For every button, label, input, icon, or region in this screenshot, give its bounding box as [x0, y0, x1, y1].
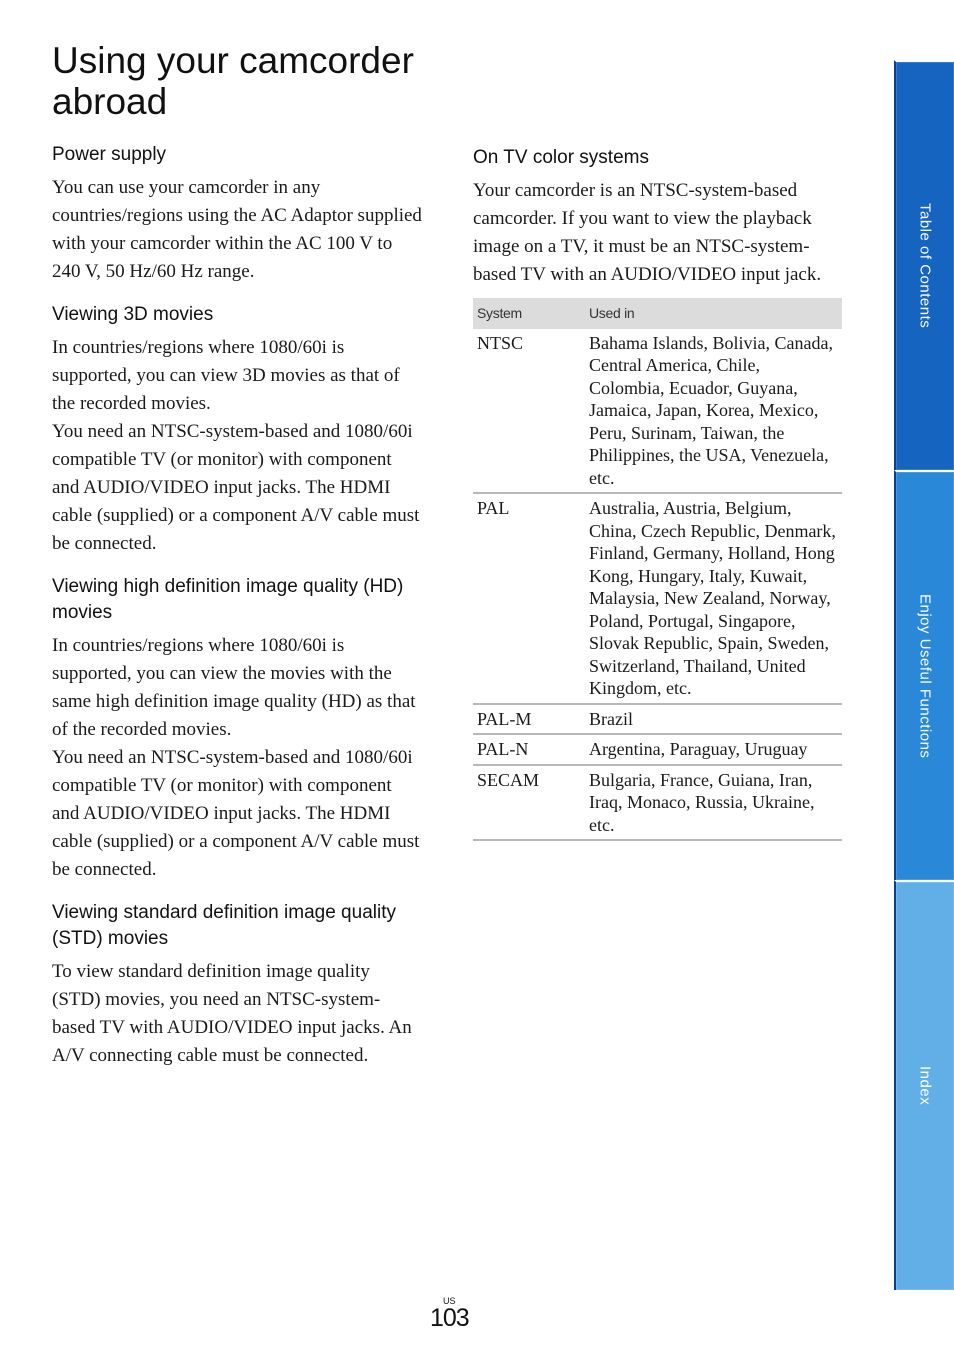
- column-header-used-in: Used in: [585, 298, 842, 329]
- system-cell: NTSC: [473, 329, 585, 494]
- section-heading: Viewing standard definition image quality (STD) movies: [52, 902, 396, 949]
- tab-index[interactable]: [894, 880, 954, 1290]
- section-power-supply: [52, 142, 422, 286]
- page-title: Using your camcorder abroad: [52, 40, 414, 122]
- page-number-value: 103: [430, 1304, 469, 1332]
- tab-table-of-contents[interactable]: [894, 60, 954, 470]
- left-column: [52, 142, 422, 1086]
- section-viewing-3d: [52, 302, 422, 558]
- table-row: [473, 765, 842, 841]
- section-viewing-std: [52, 900, 422, 1070]
- tv-systems-table: [473, 298, 842, 841]
- section-heading: Viewing 3D movies: [52, 304, 214, 325]
- table-row: [473, 704, 842, 735]
- section-paragraph: You need an NTSC-system-based and 1080/60i compatible TV (or monitor) with component and AUDIO/VIDEO input jacks. The HDMI cable (supplied) or a component A/V cable must be connected.: [52, 747, 420, 880]
- tab-enjoy-useful-functions[interactable]: [894, 470, 954, 880]
- tab-label: Table of Contents: [916, 203, 934, 329]
- column-header-system: System: [473, 298, 585, 329]
- section-viewing-hd: [52, 574, 422, 884]
- system-cell: PAL-N: [473, 734, 585, 765]
- system-cell: PAL-M: [473, 704, 585, 735]
- tab-label: Enjoy Useful Functions: [916, 593, 934, 759]
- countries-cell: Bahama Islands, Bolivia, Canada, Central America, Chile, Colombia, Ecuador, Guyana, Jamaica, Japan, Korea, Mexico, Peru, Surinam, Taiwan, the Philippines, the USA, Venezuela, etc.: [585, 329, 842, 494]
- section-paragraph: In countries/regions where 1080/60i is supported, you can view the movies with the same high definition image quality (HD) as that of the recorded movies.: [52, 635, 416, 740]
- section-heading: On TV color systems: [473, 147, 649, 168]
- countries-cell: Bulgaria, France, Guiana, Iran, Iraq, Monaco, Russia, Ukraine, etc.: [585, 765, 842, 841]
- section-heading: Power supply: [52, 144, 167, 165]
- section-paragraph: You can use your camcorder in any countries/regions using the AC Adaptor supplied with your camcorder within the AC 100 V to 240 V, 50 Hz/60 Hz range.: [52, 177, 422, 282]
- tab-label: Index: [916, 1066, 934, 1106]
- section-paragraph: To view standard definition image quality (STD) movies, you need an NTSC-system-based TV with AUDIO/VIDEO input jacks. An A/V connecting cable must be connected.: [52, 961, 412, 1066]
- countries-cell: Brazil: [585, 704, 842, 735]
- system-cell: PAL: [473, 493, 585, 704]
- section-paragraph: Your camcorder is an NTSC-system-based camcorder. If you want to view the playback image on a TV, it must be an NTSC-system-based TV with an AUDIO/VIDEO input jack.: [473, 180, 822, 285]
- section-paragraph: In countries/regions where 1080/60i is supported, you can view 3D movies as that of the recorded movies.: [52, 337, 400, 414]
- section-paragraph: You need an NTSC-system-based and 1080/60i compatible TV (or monitor) with component and AUDIO/VIDEO input jacks. The HDMI cable (supplied) or a component A/V cable must be connected.: [52, 421, 420, 554]
- table-header-row: [473, 298, 842, 329]
- page-region: US: [443, 1296, 456, 1306]
- table-row: [473, 493, 842, 704]
- system-cell: SECAM: [473, 765, 585, 841]
- right-column: [473, 145, 842, 841]
- countries-cell: Argentina, Paraguay, Uruguay: [585, 734, 842, 765]
- section-heading: Viewing high definition image quality (HD) movies: [52, 576, 404, 623]
- table-row: [473, 734, 842, 765]
- countries-cell: Australia, Austria, Belgium, China, Czech Republic, Denmark, Finland, Germany, Holland, Hong Kong, Hungary, Italy, Kuwait, Malaysia, New Zealand, Norway, Poland, Portugal, Singapore, Slovak Republic, Spain, Sweden, Switzerland, Thailand, United Kingdom, etc.: [585, 493, 842, 704]
- table-row: [473, 329, 842, 494]
